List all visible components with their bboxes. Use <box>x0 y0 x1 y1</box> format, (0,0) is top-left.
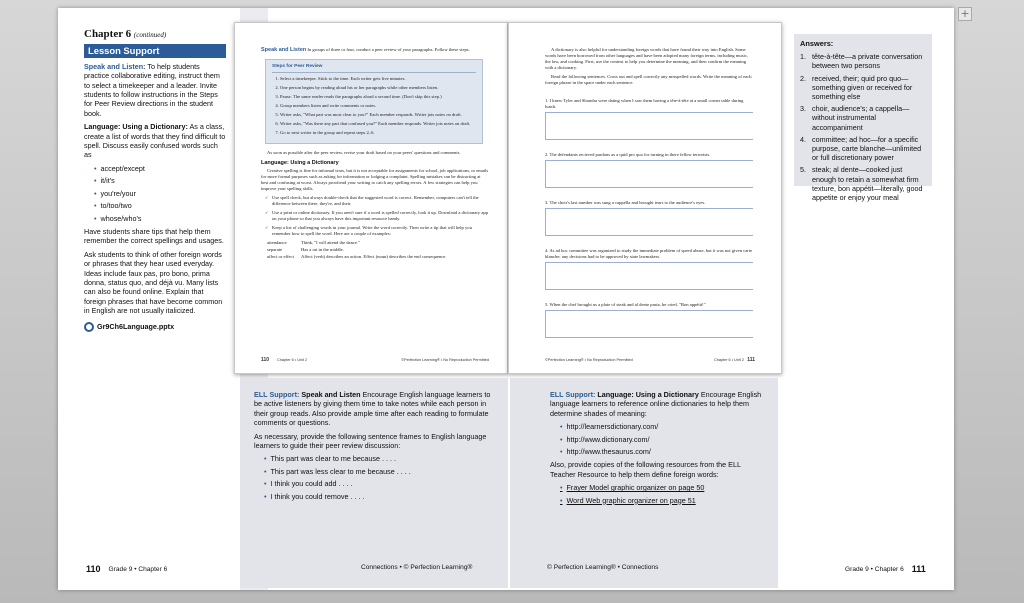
dictionary-links <box>560 422 764 456</box>
speak-listen-note: Speak and Listen: To help students practice collaborative editing, instruct them to select a timekeeper and a leader. Invite students to follow instructions in the Steps for Peer Review directions in the student book. <box>84 61 220 118</box>
sentence-frames <box>264 454 494 501</box>
link-item[interactable]: • Frayer Model graphic organizer on page 50 <box>560 483 764 492</box>
answer-item: 2. received, their; quid pro quo—something given or received for something else <box>800 73 913 102</box>
using-dictionary-text: Creative spelling is fine for informal texts, but it is not acceptable for assignments for school, job applications, or emails for more formal purposes such as asking for information or lodging a complaint. Spelling mistakes can be distracting at best and confusing at worst. Always proofread your writing to catch any spelling errors. A few strategies can help you improve your spelling skills. <box>261 168 489 191</box>
lesson-support-header: Lesson Support <box>84 44 226 57</box>
teacher-notes-column <box>84 30 226 332</box>
student-page-111 <box>508 22 782 374</box>
question-4: 4. As ad hoc committee was organized to study the immediate problem of speed abuse, but it was not given carte blanche; any decisions had to be approved by state lawmakers. <box>545 248 753 290</box>
step-item: 3. Pause. The same reader reads the paragraphs aloud a second time. (Don't skip this step.) <box>280 94 476 100</box>
list-item: ✓ Use a print or online dictionary. If you aren't sure if a word is spelled correctly, look it up. Download a dictionary app on your phone so that you always have this important resource handy. <box>267 210 489 222</box>
answer-box[interactable] <box>545 262 753 290</box>
example-row: attendance Think, "I will attend the dance." <box>267 240 360 245</box>
pptx-link[interactable]: Gr9Ch6Language.pptx <box>84 322 226 332</box>
step-item: 6. Writer asks, "Was there any part that confused you?" Each member responds. Writer jots notes on draft. <box>280 121 476 127</box>
step-item: 7. Go to next writer in the group and repeat steps 2–6. <box>280 130 476 136</box>
answer-item: 1. tête-à-tête—a private conversation between two persons <box>800 52 923 71</box>
resource-links <box>560 483 764 505</box>
page-footer: 110 Chapter 6 • Unit 2 ©Perfection Learning® • No Reproduction Permitted <box>261 357 489 363</box>
step-item: 5. Writer asks, "What part was most clear to you?" Each member responds. Writer jots notes on draft. <box>280 112 476 118</box>
disc-icon <box>84 322 94 332</box>
list-item: • I think you could remove . . . . <box>264 492 494 501</box>
answer-box[interactable] <box>545 208 753 236</box>
share-tips-note: Have students share tips that help them remember the correct spellings and usages. <box>84 226 224 246</box>
footer-mid-left: Connections • © Perfection Learning® <box>361 564 473 571</box>
link-item[interactable]: • http://www.dictionary.com/ <box>560 435 764 444</box>
foreign-words-note: Ask students to think of other foreign words or phrases that they hear used everyday. Ideas include faux pas, pro bono, prima donna, status quo, and déjà vu. Many lists can also be found online. Explain that foreign phrases that have become common in English are not usually italicized. <box>84 249 223 316</box>
list-item: • whose/who's <box>94 214 226 223</box>
steps-for-peer-review-box: Steps for Peer Review 1. Select a timekeeper. Stick to the time. Each writer gets five minutes. 2. One person begins by reading aloud his or her paragraphs while other members listen. 3. Pause. The same reader reads the paragraphs aloud a second time. (Don't skip this step.) 4. Group members listen and write comments or notes. 5. Writer asks, "What part was most clear to you?" Each member responds. Writer jots notes on draft. 6. Writer asks, "Was there any part that confused you?" Each member responds. Writer jots notes on draft. 7. Go to next writer in the group and repeat steps 2–6. <box>265 59 483 144</box>
list-item: • it/it's <box>94 176 226 185</box>
link-item[interactable]: • http://www.thesaurus.com/ <box>560 447 764 456</box>
foreign-words-intro: A dictionary is also helpful for understanding foreign words that have found their way into English. Some words have been borrowed from other languages and have been adopted many foreign terms, including music, the law, and cooking. First, use the context to help you determine the meaning, and then confirm the meaning with a dictionary. <box>545 47 748 70</box>
example-row: affect or effect Affect (verb) describes an action. Effect (noun) describes the end consequence. <box>267 254 447 259</box>
list-item: • you're/your <box>94 189 226 198</box>
page-footer: ©Perfection Learning® • No Reproduction Permitted Chapter 6 • Unit 2 111 <box>545 357 755 363</box>
dictionary-note: Language: Using a Dictionary: As a class, create a list of words that they find difficult to spell. Discuss easily confused words such as <box>84 122 226 160</box>
answer-item: 5. steak; al dente—cooked just enough to retain a somewhat firm texture, bon appétit—literally, good appetite or enjoy your meal <box>800 165 923 203</box>
answers-box: Answers: 1. tête-à-tête—a private conversation between two persons 2. received, their; quid pro quo—something given or received for something else 3. choir, audience's; a cappella—without instrumental accompaniment 4. committee; ad hoc—for a specific purpose, carte blanche—unlimited or full discretionary power 5. steak; al dente—cooked just enough to retain a somewhat firm texture, bon appétit—literally, good appetite or enjoy your meal <box>794 34 932 186</box>
step-item: 2. One person begins by reading aloud his or her paragraphs while other members listen. <box>280 85 476 91</box>
list-item: • I think you could add . . . . <box>264 479 494 488</box>
footer-mid-right: © Perfection Learning® • Connections <box>547 564 659 571</box>
list-item: • accept/except <box>94 164 226 173</box>
student-page-110 <box>234 22 508 374</box>
question-5: 5. When the chef brought us a plate of steak and al dente pasta, he cried, "Bon appétit!" <box>545 302 753 338</box>
answer-item: 4. committee; ad hoc—for a specific purpose, carte blanche—unlimited or full discretionary power <box>800 134 922 163</box>
footer-left: 110 Grade 9 • Chapter 6 <box>86 564 168 574</box>
question-1: 1. I knew Tyler and Shondra were dating when I saw them having a tête-à-tête at a small corner table during lunch. <box>545 98 753 140</box>
instructions: Read the following sentences. Cross out and spell correctly any misspelled words. Write the meaning of each foreign phrase in the space under each sentence. <box>545 74 752 85</box>
chapter-heading: Chapter 6 (continued) <box>84 28 167 40</box>
answer-box[interactable] <box>545 310 753 338</box>
footer-right: Grade 9 • Chapter 6 111 <box>845 564 926 574</box>
answer-box[interactable] <box>545 112 753 140</box>
answer-box[interactable] <box>545 160 753 188</box>
link-item[interactable]: • http://learnersdictionary.com/ <box>560 422 764 431</box>
spelling-strategies <box>267 195 489 237</box>
example-row: separate Has a rat in the middle. <box>267 247 344 252</box>
step-item: 1. Select a timekeeper. Stick to the time. Each writer gets five minutes. <box>280 76 476 82</box>
list-item: ✓ Use spell check, but always double-check that the suggested word is correct. Remember, computers can't tell the difference between there, they're, and their. <box>267 195 489 207</box>
list-item: ✓ Keep a list of challenging words in your journal. Write the word correctly. Then write a tip that will help you remember how to spell the word. Here are a couple of examples: <box>267 225 489 237</box>
ell-support-speak-listen: ELL Support: Speak and Listen Encourage English language learners to be active listeners by giving them time to take notes while each person in their group reads. Also provide ample time after each reading to formulate comments or questions. As necessary, provide the following sentence frames to English language learners to guide their peer review discussion: • This part was clear to me because . . . . • This part was less clear to me because . . . . • I think you could add . . . . • I think you could remove . . . . <box>240 378 508 588</box>
list-item: • to/too/two <box>94 201 226 210</box>
question-2: 2. The defendants recieved pardons as a quid pro quo for turning in there fellow terrorists. <box>545 152 753 188</box>
step-item: 4. Group members listen and write comments or notes. <box>280 103 476 109</box>
link-item[interactable]: • Word Web graphic organizer on page 51 <box>560 496 764 505</box>
after-review-text: As soon as possible after the peer review, revise your draft based on your peers' questions and comments. <box>267 150 461 155</box>
answer-item: 3. choir, audience's; a cappella—without instrumental accompaniment <box>800 104 910 132</box>
list-item: • This part was clear to me because . . . . <box>264 454 494 463</box>
confused-words-list <box>94 164 226 223</box>
using-dictionary-heading: Language: Using a Dictionary <box>261 160 339 166</box>
ell-support-dictionary: ELL Support: Language: Using a Dictionary Encourage English language learners to reference online dictionaries to help them determine shades of meaning: • http://learnersdictionary.com/ • http://www.dictionary.com/ • http://www.thesaurus.com/ Also, provide copies of the following resources from the ELL Teacher Resource to help them define foreign words: • Frayer Model graphic organizer on page 50 • Word Web graphic organizer on page 51 <box>510 378 778 588</box>
list-item: • This part was less clear to me because . . . . <box>264 467 494 476</box>
expand-icon[interactable]: + <box>958 7 972 21</box>
question-3: 3. The choir's last number was sung a cappella and brought tears to the audience's eyes. <box>545 200 753 236</box>
peer-review-intro: Speak and Listen In groups of three or four, conduct a peer review of your paragraphs. Follow these steps. <box>261 47 470 53</box>
